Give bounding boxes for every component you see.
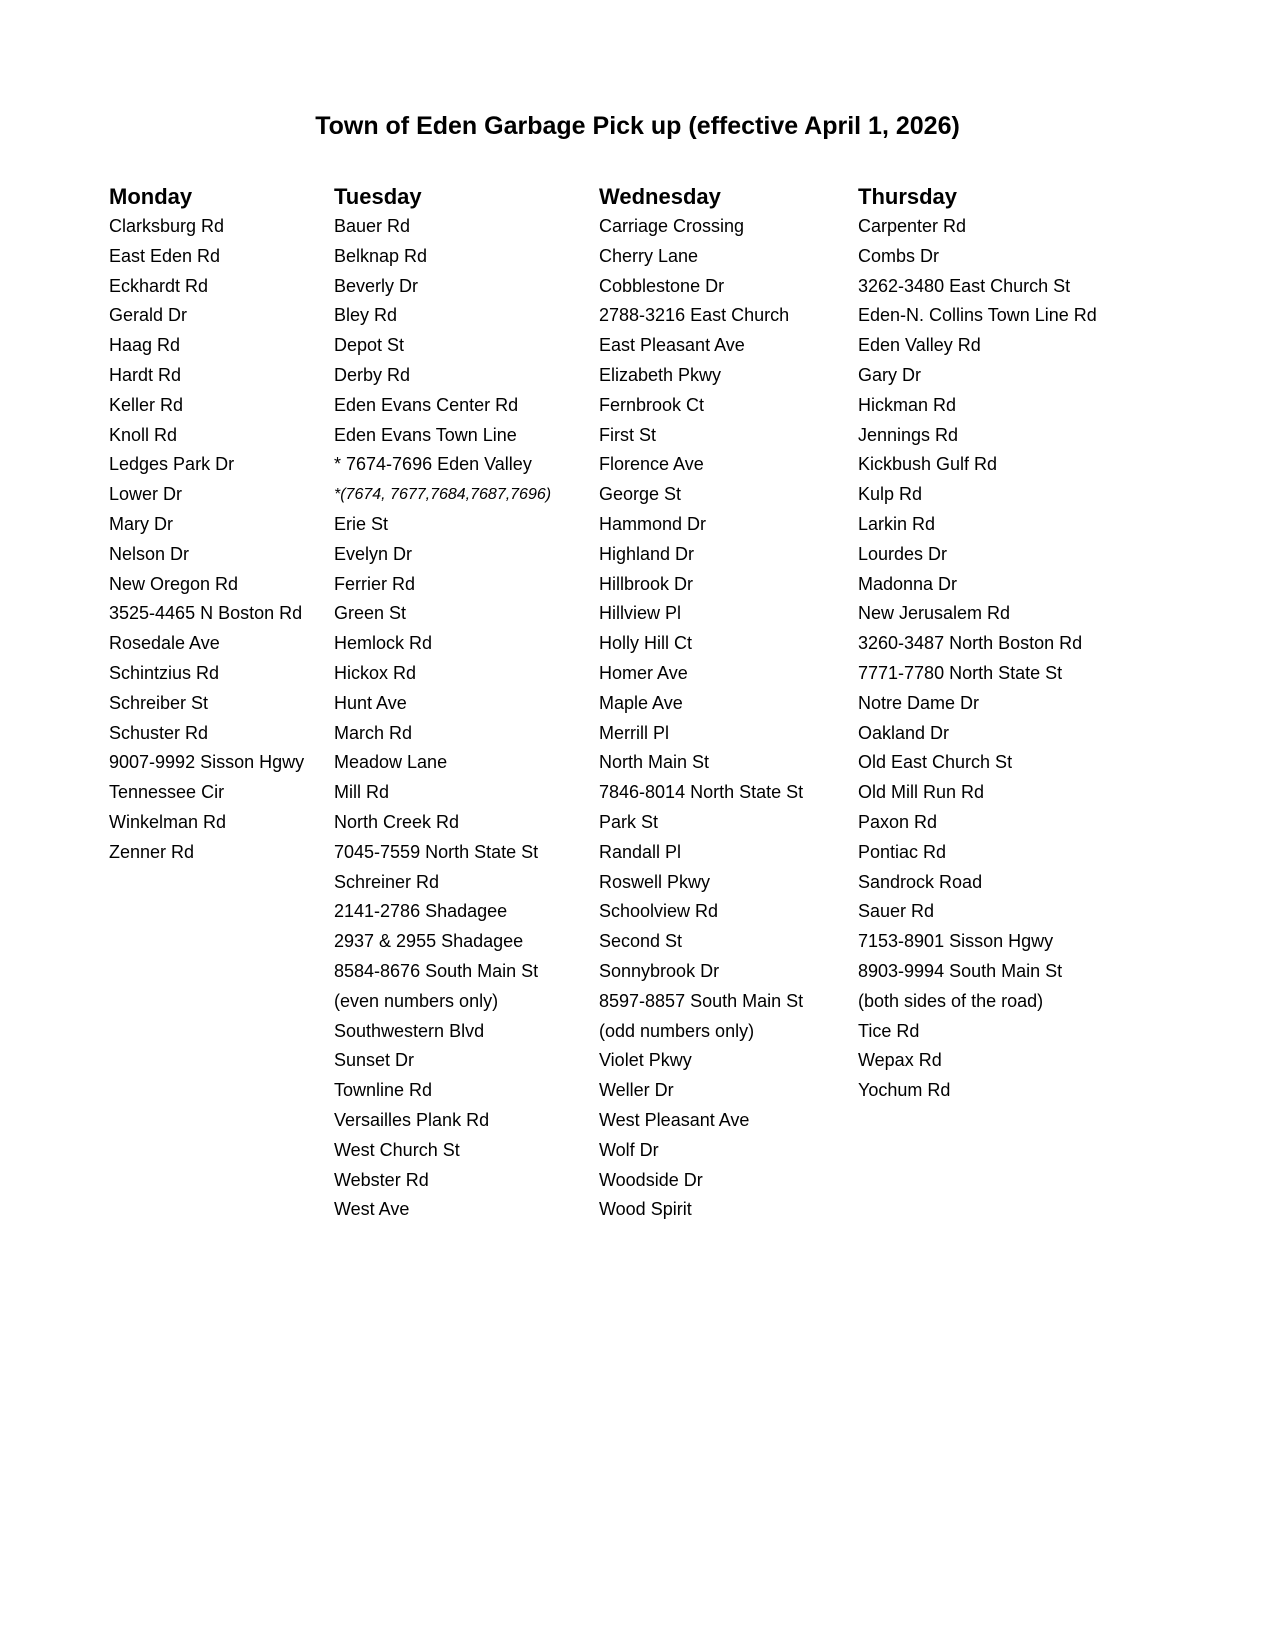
street-item: Nelson Dr xyxy=(109,543,190,564)
street-item: Paxon Rd xyxy=(858,811,938,832)
street-item: 7846-8014 North State St xyxy=(599,782,804,803)
street-item: Wepax Rd xyxy=(858,1050,942,1071)
street-item: West Pleasant Ave xyxy=(599,1109,750,1130)
street-item: Highland Dr xyxy=(599,543,695,564)
monday-street-list xyxy=(109,212,304,868)
street-item: Townline Rd xyxy=(334,1080,433,1101)
street-item: Elizabeth Pkwy xyxy=(599,364,722,385)
street-item: Eden-N. Collins Town Line Rd xyxy=(858,305,1097,326)
street-item: Meadow Lane xyxy=(334,752,448,773)
street-item: Madonna Dr xyxy=(858,573,958,594)
tuesday-header: Tuesday xyxy=(334,184,422,209)
thursday-column xyxy=(858,181,1097,1106)
street-item: (both sides of the road) xyxy=(858,990,1044,1011)
street-item: Sauer Rd xyxy=(858,901,935,922)
street-item: Derby Rd xyxy=(334,364,411,385)
street-item: Haag Rd xyxy=(109,335,181,356)
street-item: Zenner Rd xyxy=(109,841,195,862)
street-item: Old East Church St xyxy=(858,752,1013,773)
street-item: Larkin Rd xyxy=(858,513,936,534)
street-item: Violet Pkwy xyxy=(599,1050,692,1071)
street-item: Eden Evans Town Line xyxy=(334,424,517,445)
street-item: Park St xyxy=(599,811,659,832)
street-item: Sonnybrook Dr xyxy=(599,960,720,981)
street-item: Wood Spirit xyxy=(599,1199,692,1220)
street-item: Webster Rd xyxy=(334,1169,429,1190)
street-item: Schuster Rd xyxy=(109,722,209,743)
street-item: Old Mill Run Rd xyxy=(858,782,985,803)
street-item: March Rd xyxy=(334,722,413,743)
street-item: Evelyn Dr xyxy=(334,543,413,564)
street-item: New Jerusalem Rd xyxy=(858,603,1011,624)
street-item: Gary Dr xyxy=(858,364,921,385)
street-item: 8903-9994 South Main St xyxy=(858,960,1063,981)
street-item: 7045-7559 North State St xyxy=(334,841,539,862)
street-item: George St xyxy=(599,484,682,505)
street-item: Rosedale Ave xyxy=(109,633,220,654)
street-item: Merrill Pl xyxy=(599,722,669,743)
street-item: Hickox Rd xyxy=(334,662,417,683)
street-item: Carpenter Rd xyxy=(858,216,967,236)
street-item: Keller Rd xyxy=(109,394,184,415)
street-item: Southwestern Blvd xyxy=(334,1020,485,1041)
street-item: Schreiber St xyxy=(109,692,209,713)
street-item: Erie St xyxy=(334,513,389,534)
street-item: North Creek Rd xyxy=(334,811,460,832)
street-item: West Church St xyxy=(334,1139,460,1160)
street-item: Knoll Rd xyxy=(109,424,178,445)
street-item: New Oregon Rd xyxy=(109,573,239,594)
street-item: Belknap Rd xyxy=(334,245,428,266)
street-item: East Eden Rd xyxy=(109,245,221,266)
street-item: 8597-8857 South Main St xyxy=(599,990,804,1011)
street-item: West Ave xyxy=(334,1199,410,1220)
thursday-header: Thursday xyxy=(858,184,958,209)
street-item: Fernbrook Ct xyxy=(599,394,705,415)
wednesday-header: Wednesday xyxy=(599,184,721,209)
street-item: Schreiner Rd xyxy=(334,871,440,892)
street-item: Eden Valley Rd xyxy=(858,335,981,356)
street-item: Oakland Dr xyxy=(858,722,950,743)
street-item: Sunset Dr xyxy=(334,1050,415,1071)
street-item: Kulp Rd xyxy=(858,484,923,505)
street-item: (odd numbers only) xyxy=(599,1020,755,1041)
street-item: 3525-4465 N Boston Rd xyxy=(109,603,303,624)
street-item: Homer Ave xyxy=(599,662,688,683)
street-item: Jennings Rd xyxy=(858,424,959,445)
street-item: Hardt Rd xyxy=(109,364,182,385)
street-item: Schoolview Rd xyxy=(599,901,719,922)
street-item: Maple Ave xyxy=(599,692,683,713)
thursday-street-list xyxy=(858,212,1097,1106)
tuesday-street-list xyxy=(334,212,551,1225)
street-item: 2788-3216 East Church xyxy=(599,305,790,326)
street-item: Hammond Dr xyxy=(599,513,707,534)
street-item: Lourdes Dr xyxy=(858,543,948,564)
street-item: Bauer Rd xyxy=(334,216,411,236)
street-item: 3262-3480 East Church St xyxy=(858,275,1071,296)
street-item: 9007-9992 Sisson Hgwy xyxy=(109,752,305,773)
street-item: Eden Evans Center Rd xyxy=(334,394,519,415)
street-item: Gerald Dr xyxy=(109,305,188,326)
street-item: * 7674-7696 Eden Valley xyxy=(334,454,532,475)
street-item: Lower Dr xyxy=(109,484,183,505)
street-item: 3260-3487 North Boston Rd xyxy=(858,633,1083,654)
street-item: Hemlock Rd xyxy=(334,633,433,654)
street-item: Hunt Ave xyxy=(334,692,407,713)
street-item: Tice Rd xyxy=(858,1020,920,1041)
wednesday-street-list xyxy=(599,212,803,1225)
street-item: Ferrier Rd xyxy=(334,573,416,594)
page-title: Town of Eden Garbage Pick up (effective April 1, 2026) xyxy=(315,112,960,140)
street-item: Winkelman Rd xyxy=(109,811,227,832)
street-item: Cherry Lane xyxy=(599,245,699,266)
street-item: Weller Dr xyxy=(599,1080,674,1101)
street-item: Second St xyxy=(599,931,683,952)
street-item: North Main St xyxy=(599,752,710,773)
street-item: 7771-7780 North State St xyxy=(858,662,1063,683)
street-item: Randall Pl xyxy=(599,841,682,862)
street-item: Roswell Pkwy xyxy=(599,871,711,892)
street-item: Beverly Dr xyxy=(334,275,419,296)
street-item: Notre Dame Dr xyxy=(858,692,980,713)
street-item: Clarksburg Rd xyxy=(109,216,225,236)
street-item: *(7674, 7677,7684,7687,7696) xyxy=(334,486,552,504)
street-item: Florence Ave xyxy=(599,454,704,475)
street-item: Pontiac Rd xyxy=(858,841,947,862)
street-item: First St xyxy=(599,424,656,445)
street-item: 7153-8901 Sisson Hgwy xyxy=(858,931,1054,952)
street-item: 2141-2786 Shadagee xyxy=(334,901,508,922)
street-item: Holly Hill Ct xyxy=(599,633,693,654)
street-item: Yochum Rd xyxy=(858,1080,951,1101)
street-item: Hillbrook Dr xyxy=(599,573,694,594)
street-item: Combs Dr xyxy=(858,245,940,266)
street-item: Versailles Plank Rd xyxy=(334,1109,490,1130)
street-item: Mill Rd xyxy=(334,782,390,803)
street-item: Sandrock Road xyxy=(858,871,983,892)
street-item: (even numbers only) xyxy=(334,990,499,1011)
street-item: Hickman Rd xyxy=(858,394,957,415)
street-item: 8584-8676 South Main St xyxy=(334,960,539,981)
street-item: East Pleasant Ave xyxy=(599,335,745,356)
tuesday-column xyxy=(334,181,551,1225)
street-item: Carriage Crossing xyxy=(599,216,745,236)
street-item: Woodside Dr xyxy=(599,1169,703,1190)
street-item: Tennessee Cir xyxy=(109,782,225,803)
wednesday-column xyxy=(599,181,803,1225)
street-item: Hillview Pl xyxy=(599,603,682,624)
street-item: Wolf Dr xyxy=(599,1139,659,1160)
street-item: 2937 & 2955 Shadagee xyxy=(334,931,524,952)
street-item: Cobblestone Dr xyxy=(599,275,725,296)
street-item: Bley Rd xyxy=(334,305,398,326)
street-item: Kickbush Gulf Rd xyxy=(858,454,998,475)
monday-header: Monday xyxy=(109,184,193,209)
monday-column xyxy=(109,181,304,868)
street-item: Schintzius Rd xyxy=(109,662,220,683)
street-item: Green St xyxy=(334,603,407,624)
street-item: Mary Dr xyxy=(109,513,173,534)
street-item: Eckhardt Rd xyxy=(109,275,209,296)
street-item: Depot St xyxy=(334,335,405,356)
street-item: Ledges Park Dr xyxy=(109,454,235,475)
